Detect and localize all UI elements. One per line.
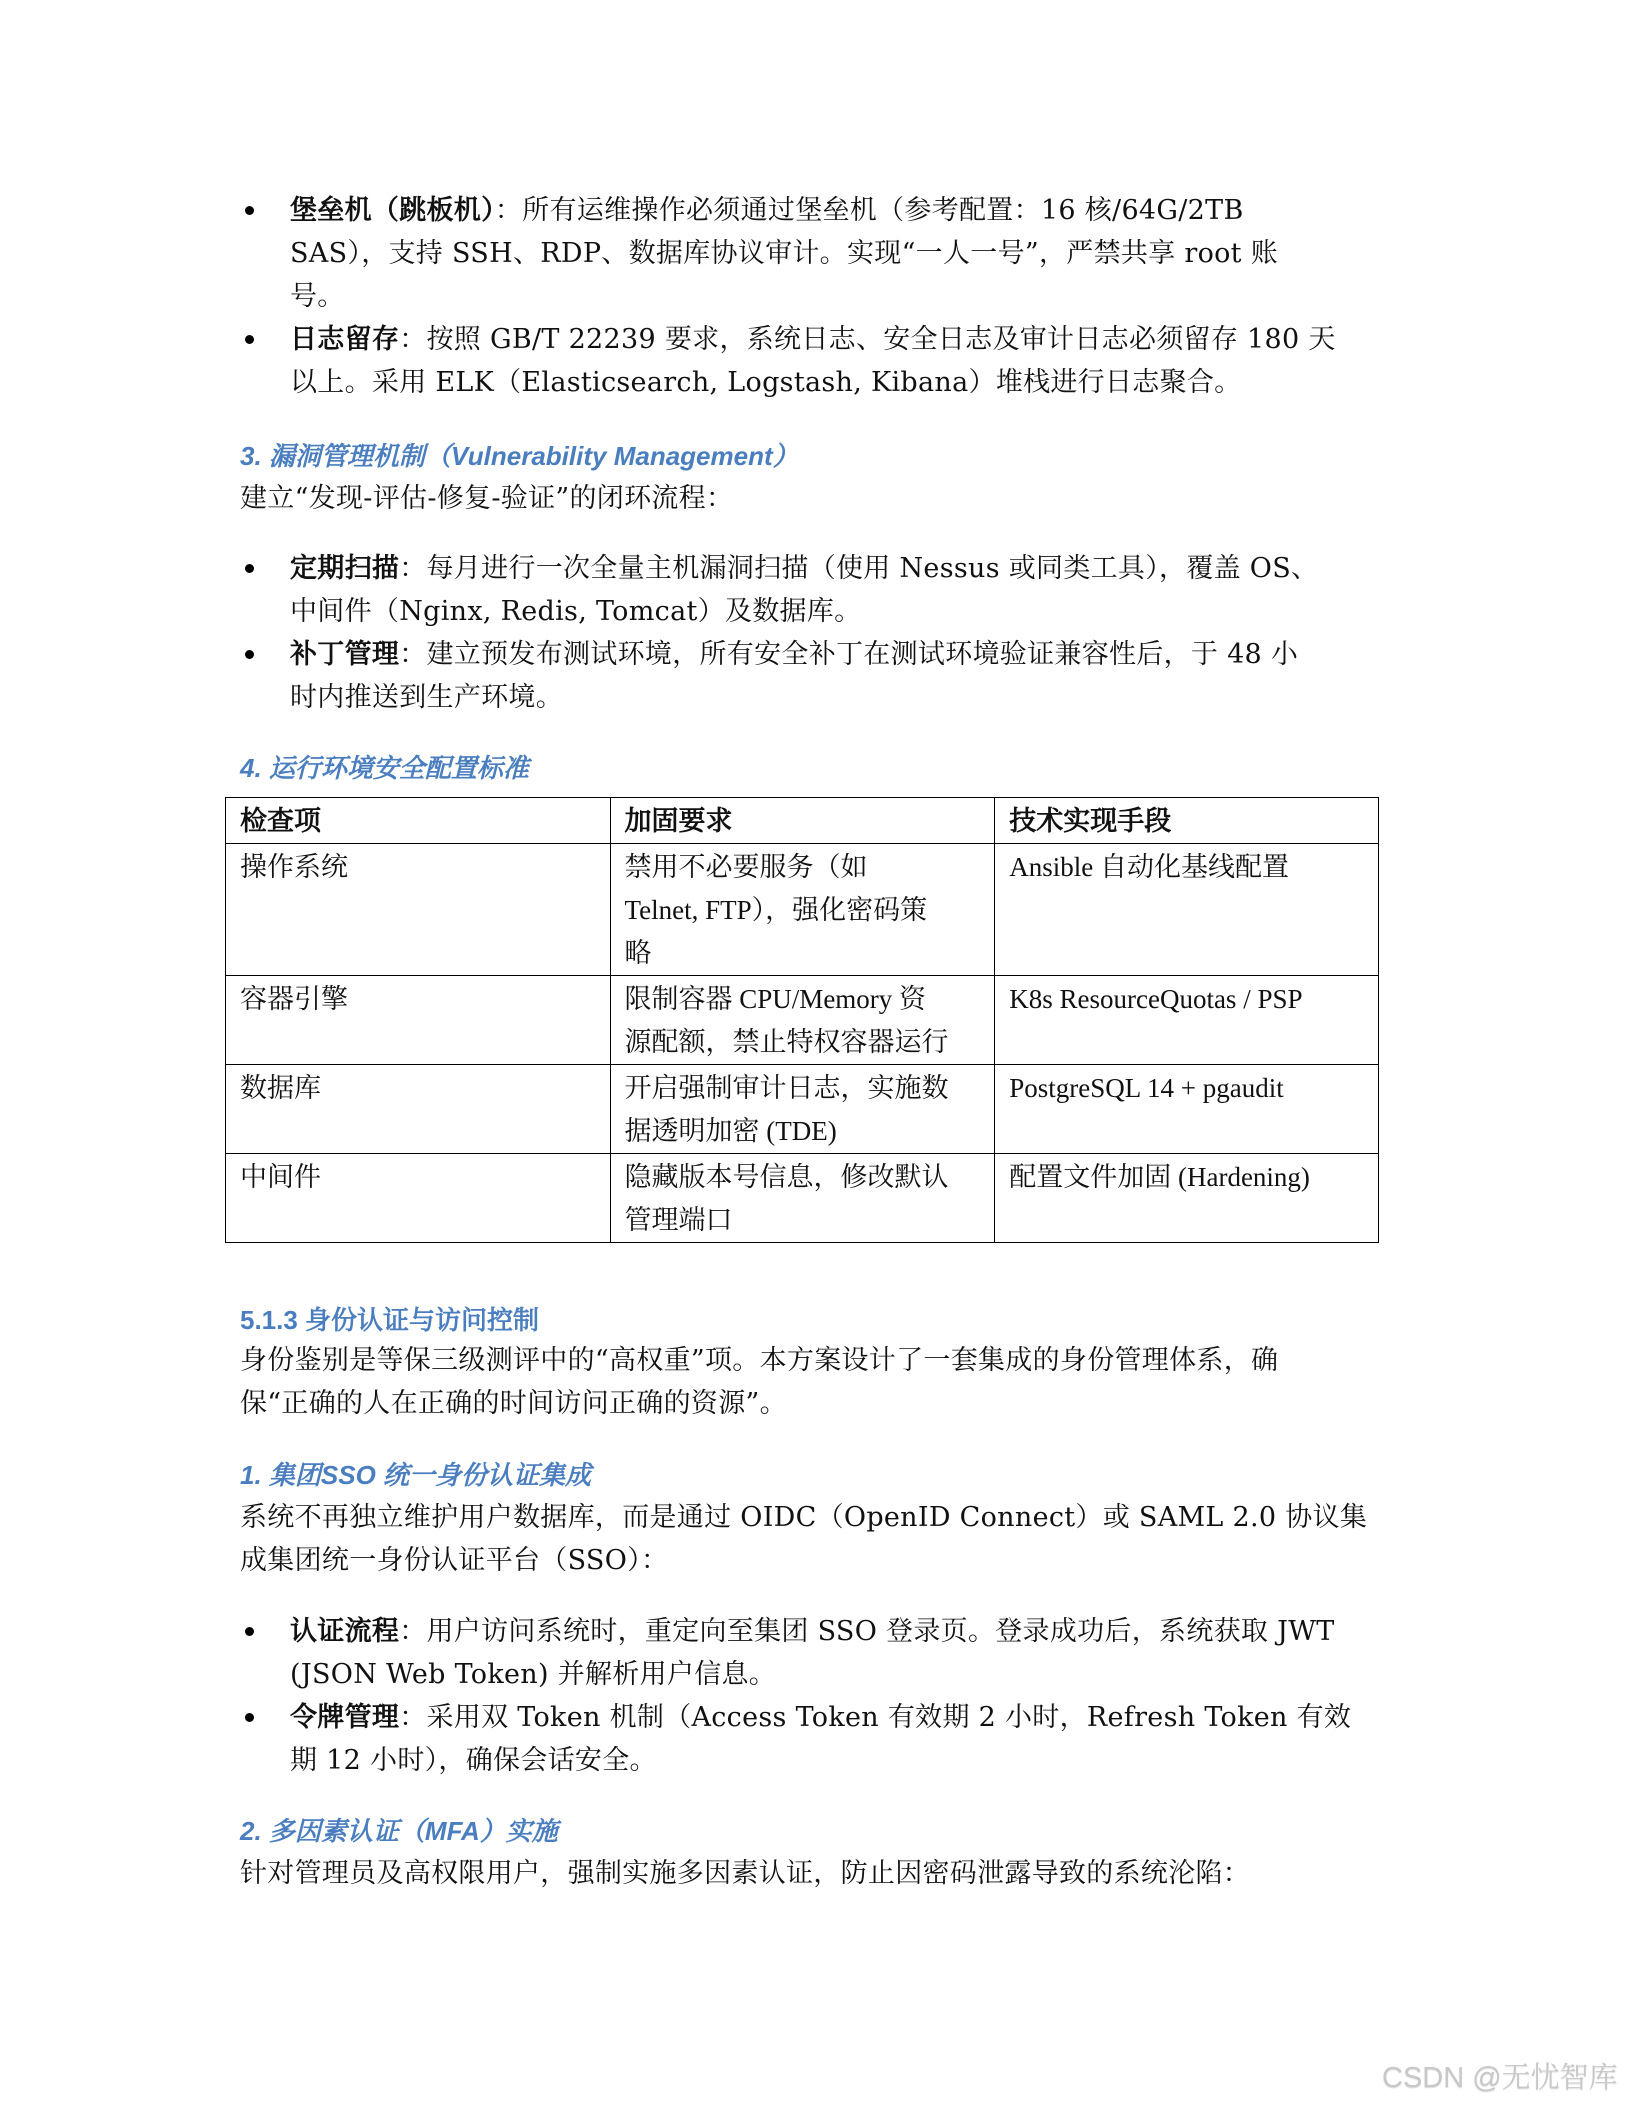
- bullet-text-line: (JSON Web Token) 并解析用户信息。: [290, 1659, 777, 1690]
- cell-implementation: PostgreSQL 14 + pgaudit: [995, 1065, 1379, 1154]
- cell-line: 禁用不必要服务（如: [624, 852, 868, 882]
- table-header-row: [226, 798, 1379, 844]
- table-row: [226, 844, 1379, 976]
- paragraph-line: 针对管理员及高权限用户，强制实施多因素认证，防止因密码泄露导致的系统沦陷：: [240, 1858, 1251, 1889]
- paragraph-line: 保“正确的人在正确的时间访问正确的资源”。: [240, 1388, 787, 1419]
- cell-implementation: 配置文件加固 (Hardening): [995, 1154, 1379, 1243]
- bullet-icon: [245, 564, 254, 573]
- config-standards-table: [225, 797, 1379, 1243]
- heading-vulnerability-management: 3. 漏洞管理机制（Vulnerability Management）: [240, 441, 799, 471]
- cell-requirement: [610, 976, 995, 1065]
- bullet-patch-management: [290, 633, 1390, 719]
- table-row: [226, 1065, 1379, 1154]
- bullet-text-line: SAS），支持 SSH、RDP、数据库协议审计。实现“一人一号”，严禁共享 root 账: [290, 238, 1279, 269]
- bullet-text-line: ：用户访问系统时，重定向至集团 SSO 登录页。登录成功后，系统获取 JWT: [399, 1616, 1335, 1647]
- bullet-periodic-scan: [290, 547, 1390, 633]
- paragraph-line: 身份鉴别是等保三级测评中的“高权重”项。本方案设计了一套集成的身份管理体系，确: [240, 1345, 1279, 1376]
- bullet-label: 补丁管理: [290, 639, 400, 670]
- bullet-auth-flow: [290, 1610, 1390, 1696]
- bullet-text-line: ：采用双 Token 机制（Access Token 有效期 2 小时，Refresh Token 有效: [399, 1702, 1352, 1733]
- cell-requirement: [610, 1065, 995, 1154]
- bullet-token-management: [290, 1696, 1390, 1782]
- bullet-text-line: ：每月进行一次全量主机漏洞扫描（使用 Nessus 或同类工具），覆盖 OS、: [399, 553, 1319, 584]
- bullet-label: 认证流程: [290, 1616, 400, 1647]
- cell-line: Telnet, FTP），强化密码策: [624, 895, 928, 925]
- bullet-text-line: 号。: [290, 281, 345, 312]
- bullet-icon: [245, 335, 254, 344]
- bullet-text-line: 以上。采用 ELK（Elasticsearch, Logstash, Kibana）堆栈进行日志聚合。: [290, 367, 1242, 398]
- heading-mfa: 2. 多因素认证（MFA）实施: [240, 1816, 558, 1846]
- table-row: [226, 976, 1379, 1065]
- bullet-bastion-host: [290, 189, 1390, 318]
- paragraph-line: 成集团统一身份认证平台（SSO）：: [240, 1545, 669, 1576]
- cell-item: 中间件: [226, 1154, 611, 1243]
- cell-item: 操作系统: [226, 844, 611, 976]
- bullet-text-line: ：所有运维操作必须通过堡垒机（参考配置：16 核/64G/2TB: [494, 195, 1244, 226]
- cell-implementation: Ansible 自动化基线配置: [995, 844, 1379, 976]
- bullet-label: 堡垒机（跳板机）: [290, 195, 495, 226]
- bullet-label: 定期扫描: [290, 553, 400, 584]
- mfa-intro: [240, 1852, 1390, 1895]
- bullet-icon: [245, 206, 254, 215]
- cell-line: 源配额，禁止特权容器运行: [624, 1027, 949, 1057]
- cell-item: 容器引擎: [226, 976, 611, 1065]
- paragraph-line: 系统不再独立维护用户数据库，而是通过 OIDC（OpenID Connect）或 SAML 2.0 协议集: [240, 1502, 1368, 1533]
- cell-implementation: K8s ResourceQuotas / PSP: [995, 976, 1379, 1065]
- paragraph-line: 建立“发现-评估-修复-验证”的闭环流程：: [240, 483, 734, 514]
- identity-intro: [240, 1339, 1390, 1425]
- column-header: 检查项: [226, 798, 611, 844]
- bullet-text-line: 中间件（Nginx, Redis, Tomcat）及数据库。: [290, 596, 862, 627]
- column-header: 技术实现手段: [995, 798, 1379, 844]
- cell-requirement: [610, 1154, 995, 1243]
- bullet-text-line: ：建立预发布测试环境，所有安全补丁在测试环境验证兼容性后，于 48 小: [399, 639, 1299, 670]
- bullet-log-retention: [290, 318, 1390, 404]
- heading-identity-access-control: 5.1.3 身份认证与访问控制: [240, 1305, 540, 1335]
- cell-line: 管理端口: [624, 1205, 733, 1235]
- bullet-text-line: ：按照 GB/T 22239 要求，系统日志、安全日志及审计日志必须留存 180 天: [399, 324, 1336, 355]
- vuln-intro: [240, 477, 1390, 520]
- cell-line: 隐藏版本号信息，修改默认: [624, 1162, 949, 1192]
- table-row: [226, 1154, 1379, 1243]
- column-header: 加固要求: [610, 798, 995, 844]
- bullet-label: 日志留存: [290, 324, 400, 355]
- bullet-label: 令牌管理: [290, 1702, 400, 1733]
- bullet-icon: [245, 1627, 254, 1636]
- bullet-icon: [245, 1713, 254, 1722]
- cell-line: 限制容器 CPU/Memory 资: [624, 984, 927, 1014]
- csdn-watermark: CSDN @无忧智库: [1382, 2062, 1618, 2094]
- heading-sso-integration: 1. 集团SSO 统一身份认证集成: [240, 1460, 592, 1490]
- sso-intro: [240, 1496, 1390, 1582]
- cell-requirement: [610, 844, 995, 976]
- cell-line: 略: [624, 938, 652, 968]
- cell-line: 开启强制审计日志，实施数: [624, 1073, 949, 1103]
- cell-line: 据透明加密 (TDE): [624, 1116, 837, 1146]
- bullet-text-line: 期 12 小时），确保会话安全。: [290, 1745, 657, 1776]
- bullet-icon: [245, 650, 254, 659]
- bullet-text-line: 时内推送到生产环境。: [290, 682, 563, 713]
- cell-item: 数据库: [226, 1065, 611, 1154]
- heading-config-standards: 4. 运行环境安全配置标准: [240, 753, 529, 783]
